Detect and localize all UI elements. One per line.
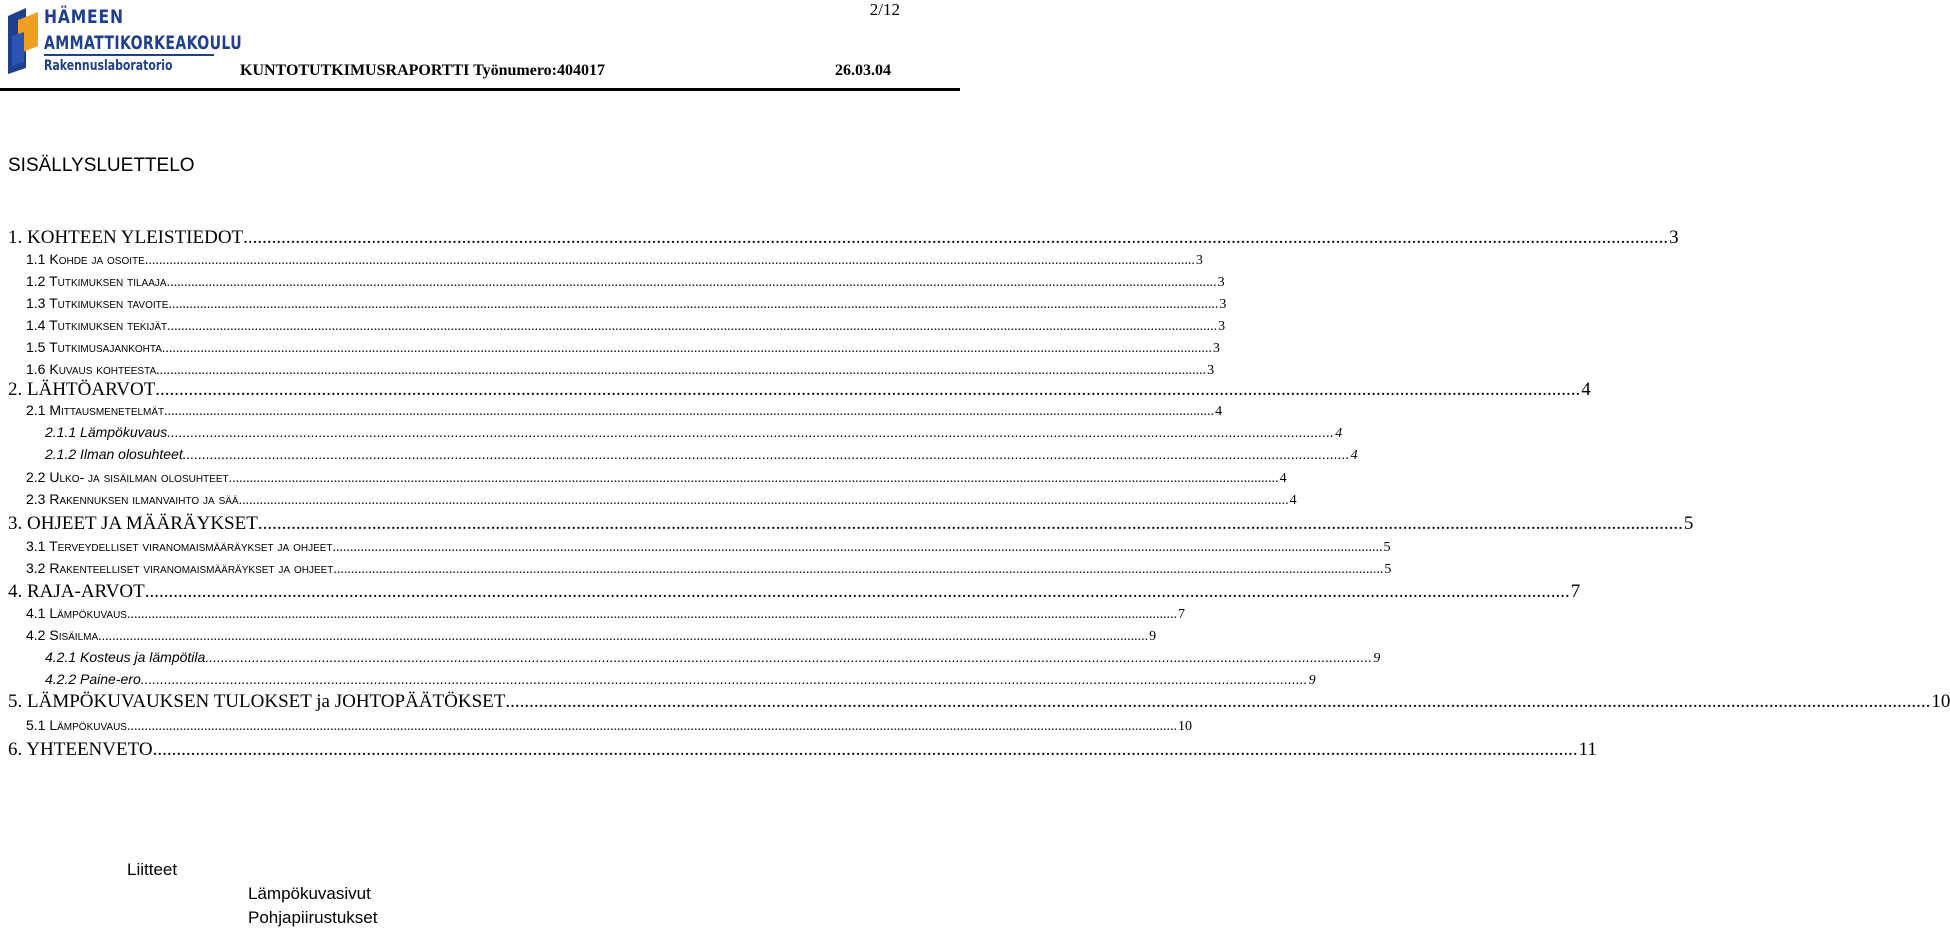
logo-text-line1: HÄMEEN: [44, 6, 124, 28]
toc-entry-page: 4: [1335, 426, 1343, 441]
logo-text-line3: Rakennuslaboratorio: [44, 58, 173, 74]
toc-entry-page: 3: [1195, 253, 1203, 268]
toc-leader-dots: ............................................................................................................................................................................................................................................................................................................: [238, 493, 1289, 508]
toc-entry-label: 2.1.1 Lämpökuvaus: [45, 424, 168, 440]
toc-leader-dots: ............................................................................................................................................................................................................................................................................................................: [332, 540, 1383, 555]
toc-entry[interactable]: [8, 513, 1694, 535]
toc-leader-dots: ............................................................................................................................................................................................................................................................................................................: [98, 629, 1149, 644]
toc-entry-page: 9: [1373, 651, 1381, 666]
logo-emblem-icon: [4, 6, 42, 76]
toc-entry[interactable]: [26, 605, 1185, 623]
toc-entry-label: 3. OHJEET JA MÄÄRÄYKSET: [8, 513, 258, 534]
toc-entry-label: 4. RAJA-ARVOT: [8, 581, 145, 602]
toc-leader-dots: ............................................................................................................................................................................................................................................................................................................: [155, 379, 1581, 400]
toc-leader-dots: ............................................................................................................................................................................................................................................................................................................: [257, 513, 1683, 534]
toc-leader-dots: ............................................................................................................................................................................................................................................................................................................: [161, 341, 1212, 356]
toc-leader-dots: ............................................................................................................................................................................................................................................................................................................: [126, 607, 1177, 622]
toc-entry-label: 2.1 Mittausmenetelmät: [26, 402, 165, 418]
toc-entry-label: 1.2 Tutkimuksen tilaaja: [26, 273, 167, 289]
toc-entry-label: 1.4 Tutkimuksen tekijät: [26, 317, 168, 333]
toc-entry[interactable]: [26, 273, 1225, 291]
logo-underline: [44, 54, 214, 56]
toc-entry-page: 9: [1308, 673, 1316, 688]
toc-entry[interactable]: [26, 627, 1157, 645]
toc-entry[interactable]: [26, 251, 1203, 269]
toc-entry-page: 3: [1207, 363, 1215, 378]
toc-title: SISÄLLYSLUETTELO: [8, 155, 195, 176]
page-number: 2/12: [869, 0, 900, 19]
toc-entry[interactable]: [8, 739, 1597, 761]
toc-entry-label: 4.2.1 Kosteus ja lämpötila: [45, 649, 206, 665]
toc-entry-page: 3: [1217, 275, 1225, 290]
toc-entry[interactable]: [8, 691, 1950, 713]
toc-leader-dots: ............................................................................................................................................................................................................................................................................................................: [126, 719, 1177, 734]
toc-entry-page: 3: [1218, 319, 1226, 334]
toc-entry-page: 11: [1578, 739, 1597, 760]
toc-leader-dots: ............................................................................................................................................................................................................................................................................................................: [156, 363, 1207, 378]
toc-entry-page: 10: [1931, 691, 1950, 712]
toc-entry-page: 4: [1350, 448, 1358, 463]
toc-entry-page: 4: [1279, 471, 1287, 486]
toc-entry[interactable]: [26, 402, 1223, 420]
header-divider: [0, 88, 960, 91]
attachment-item: Lämpökuvasivut: [248, 884, 371, 903]
toc-leader-dots: ............................................................................................................................................................................................................................................................................................................: [243, 227, 1669, 248]
toc-entry[interactable]: [26, 361, 1215, 379]
toc-entry[interactable]: [26, 717, 1192, 735]
toc-entry[interactable]: [8, 581, 1581, 603]
toc-entry-label: 5.1 Lämpökuvaus: [26, 717, 127, 733]
toc-entry-label: 1.3 Tutkimuksen tavoite: [26, 295, 169, 311]
toc-entry[interactable]: [45, 671, 1316, 689]
toc-leader-dots: ............................................................................................................................................................................................................................................................................................................: [166, 275, 1217, 290]
toc-entry-page: 9: [1149, 629, 1157, 644]
toc-leader-dots: ............................................................................................................................................................................................................................................................................................................: [144, 581, 1570, 602]
toc-entry-page: 10: [1177, 719, 1192, 734]
toc-entry-page: 7: [1177, 607, 1185, 622]
toc-entry-page: 5: [1384, 562, 1392, 577]
toc-entry-label: 2.1.2 Ilman olosuhteet: [45, 446, 183, 462]
toc-entry-label: 3.2 Rakenteelliset viranomaismääräykset ja ohjeet: [26, 560, 334, 576]
toc-entry-page: 4: [1289, 493, 1297, 508]
toc-entry-label: 4.2 Sisäilma: [26, 627, 99, 643]
toc-entry-label: 2.3 Rakennuksen ilmanvaihto ja sää: [26, 491, 239, 507]
toc-leader-dots: ............................................................................................................................................................................................................................................................................................................: [168, 297, 1219, 312]
toc-entry[interactable]: [26, 538, 1391, 556]
toc-entry-label: 4.1 Lämpökuvaus: [26, 605, 127, 621]
toc-entry[interactable]: [26, 317, 1226, 335]
toc-leader-dots: ............................................................................................................................................................................................................................................................................................................: [182, 446, 1350, 462]
toc-leader-dots: ............................................................................................................................................................................................................................................................................................................: [152, 739, 1578, 760]
toc-entry-label: 1.6 Kuvaus kohteesta: [26, 361, 157, 377]
toc-leader-dots: ............................................................................................................................................................................................................................................................................................................: [333, 562, 1384, 577]
toc-leader-dots: ............................................................................................................................................................................................................................................................................................................: [228, 471, 1279, 486]
toc-entry[interactable]: [45, 446, 1358, 464]
toc-entry-label: 4.2.2 Paine-ero: [45, 671, 141, 687]
toc-entry[interactable]: [26, 469, 1287, 487]
report-header-date: 26.03.04: [835, 62, 891, 79]
toc-entry[interactable]: [8, 227, 1679, 249]
toc-entry[interactable]: [26, 491, 1297, 509]
toc-leader-dots: ............................................................................................................................................................................................................................................................................................................: [167, 319, 1218, 334]
attachments-heading: Liitteet: [127, 860, 178, 879]
toc-entry-label: 1. KOHTEEN YLEISTIEDOT: [8, 227, 244, 248]
toc-entry-page: 5: [1683, 513, 1694, 534]
toc-entry-label: 1.1 Kohde ja osoite: [26, 251, 145, 267]
attachment-item: Pohjapiirustukset: [248, 908, 378, 927]
toc-entry-page: 3: [1212, 341, 1220, 356]
report-header-title: KUNTOTUTKIMUSRAPORTTI Työnumero:404017: [240, 62, 605, 79]
toc-entry-page: 5: [1383, 540, 1391, 555]
toc-entry-label: 6. YHTEENVETO: [8, 739, 153, 760]
toc-entry-page: 7: [1570, 581, 1581, 602]
school-logo: [4, 2, 242, 80]
toc-leader-dots: ............................................................................................................................................................................................................................................................................................................: [167, 424, 1335, 440]
toc-entry[interactable]: [26, 339, 1220, 357]
toc-entry-page: 4: [1581, 379, 1591, 400]
toc-entry-label: 2. LÄHTÖARVOT: [8, 379, 156, 400]
toc-leader-dots: ............................................................................................................................................................................................................................................................................................................: [505, 691, 1931, 712]
toc-entry[interactable]: [8, 379, 1591, 401]
toc-entry[interactable]: [45, 649, 1381, 667]
toc-entry-page: 4: [1215, 404, 1223, 419]
toc-leader-dots: ............................................................................................................................................................................................................................................................................................................: [140, 671, 1308, 687]
toc-entry[interactable]: [26, 560, 1392, 578]
toc-entry[interactable]: [45, 424, 1343, 442]
toc-entry-label: 5. LÄMPÖKUVAUKSEN TULOKSET ja JOHTOPÄÄTÖKSET: [8, 691, 506, 712]
toc-entry[interactable]: [26, 295, 1227, 313]
toc-entry-label: 1.5 Tutkimusajankohta: [26, 339, 162, 355]
toc-leader-dots: ............................................................................................................................................................................................................................................................................................................: [205, 649, 1373, 665]
toc-entry-label: 2.2 Ulko- ja sisäilman olosuhteet: [26, 469, 229, 485]
logo-text-line2: AMMATTIKORKEAKOULU: [44, 32, 242, 54]
toc-leader-dots: ............................................................................................................................................................................................................................................................................................................: [164, 404, 1215, 419]
toc-leader-dots: ............................................................................................................................................................................................................................................................................................................: [144, 253, 1195, 268]
toc-entry-label: 3.1 Terveydelliset viranomaismääräykset ja ohjeet: [26, 538, 333, 554]
toc-entry-page: 3: [1219, 297, 1227, 312]
toc-entry-page: 3: [1669, 227, 1679, 248]
